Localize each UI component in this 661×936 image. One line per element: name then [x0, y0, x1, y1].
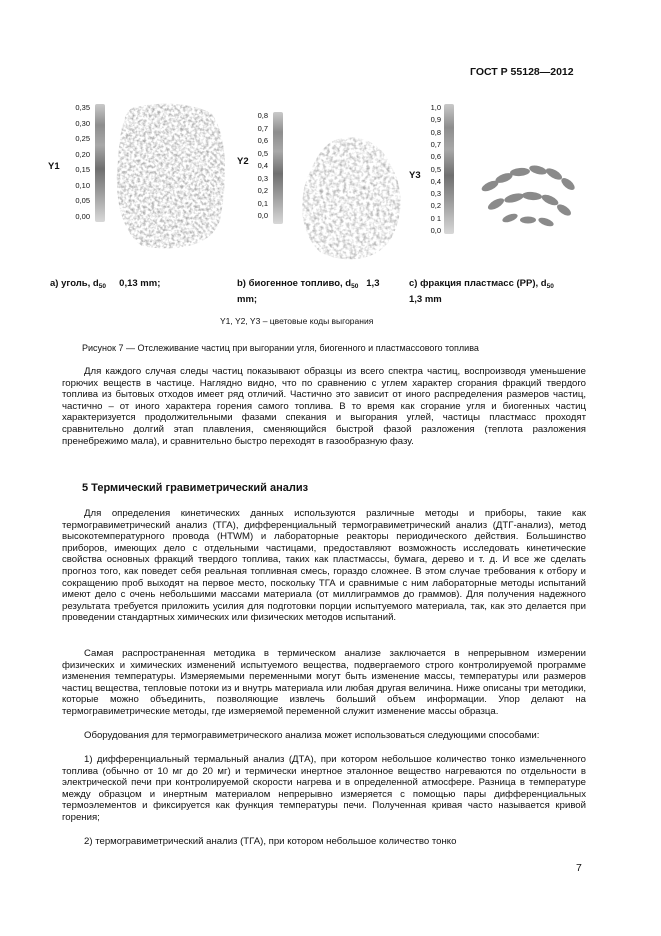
subcaption-c: с) фракция пластмасс (PP), $d_{50}$ 1,3 mm [409, 278, 554, 305]
colorbar [95, 104, 105, 222]
tick-label: 0,5 [257, 148, 268, 158]
tick-label: 0,9 [430, 115, 441, 125]
tick-label: 0,7 [430, 139, 441, 149]
colorbar-ticks [244, 112, 268, 227]
tick-label: 0,35 [75, 103, 90, 112]
tick-label: 0,7 [257, 123, 268, 133]
paragraph: Для каждого случая следы частиц показывают образцы из всего спектра частиц, воспроизводя уменьшение горючих веществ в частице. Наглядно видно, что по сравнению с углем характер сгорания фракций твердого топлива из бытовых отходов имеет ряд отличий. Частично это зависит от иного распределения размеров частиц, частично – от иного характера горения самого топлива. В то время как сгорание угля и биогенных частиц характеризуется продолжительными фазами спекания и выгорания углей, частицы пластмасс проходят сравнительно долгий этап плавления, сменяющийся быстрой фазой разложения (теплота разложения пренебрежимо мала), и сравнительно быстро переходят в газообразную фазу. [62, 366, 586, 447]
y-axis-label: Y1 [48, 161, 60, 172]
subcaption-a: а) уголь, $d_{50}$ 0,13 mm; [50, 278, 161, 290]
tick-label: 1,0 [430, 103, 441, 112]
figure-legend: Y1, Y2, Y3 – цветовые коды выгорания [220, 316, 374, 326]
particle-trace-image [290, 130, 410, 265]
list-item: 2) термогравиметрический анализ (ТГА), при котором небольшое количество тонко [84, 836, 457, 847]
tick-label: 0,2 [430, 201, 441, 211]
tick-label: 0,4 [257, 161, 268, 170]
particle-trace-image [470, 150, 585, 235]
tick-label: 0,3 [430, 189, 441, 199]
tick-label: 0,20 [75, 149, 90, 159]
tick-label: 0,00 [75, 211, 90, 221]
tick-label: 0,25 [75, 134, 90, 143]
tick-label: 0,6 [257, 136, 268, 145]
tick-label: 0,0 [257, 211, 268, 220]
section-heading: 5 Термический гравиметрический анализ [82, 482, 309, 494]
y-axis-label: Y2 [237, 156, 249, 167]
tick-label: 0,6 [430, 152, 441, 162]
paragraph: Оборудования для термогравиметрического анализа может использоваться следующими способами: [84, 730, 540, 741]
paragraph: Для определения кинетических данных используются различные методы и приборы, такие как термогравиметрический анализ (ТГА), дифференциальный термогравиметрический анализ (ДТГ-анализ), метод высокотемпературного провода (HTWM) и лабораторные реакторы периодического действия. Большинство приборов, имеющих дело с отдельными частицами, предоставляют возможность исследовать кинетические свойства основных фракций твердого топлива, таких как пластмассы, бумага, дерево и т. д. И все же сделать прогноз того, как поведет себя реальная топливная смесь, гораздо сложнее. В этом случае требования к отбору и сокращению проб выходят на первое место, поскольку ТГА и сравнимые с ним лабораторные методы испытаний имеют дело с очень небольшими массами материала (от миллиграммов до граммов). Для получения надежного результата требуется приложить усилия для подготовки порции испытуемого материала, так, как это делается при проведении стандартных химических или физических методов испытаний. [62, 508, 586, 624]
tick-label: 0,05 [75, 196, 90, 205]
tick-label: 0,4 [430, 176, 441, 186]
colorbar [273, 112, 283, 224]
tick-label: 0,30 [75, 118, 90, 128]
colorbar [444, 104, 454, 234]
tick-label: 0,3 [257, 173, 268, 183]
tick-label: 0 1 [430, 213, 441, 223]
particle-trace-image [112, 100, 232, 255]
colorbar-ticks [66, 104, 90, 219]
document-header: ГОСТ Р 55128—2012 [470, 66, 574, 78]
tick-label: 0,2 [257, 186, 268, 195]
paragraph: Самая распространенная методика в термическом анализе заключается в непрерывном измерении физических и химических изменений испытуемого вещества, подвергаемого строго контролируемой программе изменения температуры. Измеряемыми переменными могут быть изменение массы, температуры или размеров частиц вещества, тепловые потоки из и внутрь материала или любая другая величина. Ниже описаны три методики, которые можно объединить, позволяющие извлечь больший объем информации. Упор делают на термогравиметрические методы, где измеряемой переменной служит изменение массы образца. [62, 648, 586, 717]
tick-label: 0,1 [257, 198, 268, 208]
page-number: 7 [576, 862, 582, 874]
tick-label: 0,5 [430, 164, 441, 174]
colorbar-ticks [417, 103, 441, 235]
figure-caption: Рисунок 7 — Отслеживание частиц при выгорании угля, биогенного и пластмассового топлива [82, 343, 479, 353]
tick-label: 0,8 [430, 127, 441, 137]
subcaption-b: b) биогенное топливо, $d_{50}$ 1,3 mm; [237, 278, 380, 305]
tick-label: 0,8 [257, 111, 268, 120]
tick-label: 0,15 [75, 165, 90, 174]
list-item: 1) дифференциальный термальный анализ (ДТА), при котором небольшое количество тонко измельченного топлива (обычно от 10 мг до 20 мг) и термически инертное эталонное вещество нагреваются по отдельности в электрической печи при контролируемой скорости нагрева и в определенной атмосфере. Разница в температуре между образцом и инертным материалом непрерывно измеряется с помощью пары дифференциальных термоэлементов и фиксируется как функция температуры печи. Полученная кривая часто называется кривой горения; [62, 754, 586, 823]
y-axis-label: Y3 [409, 170, 421, 181]
tick-label: 0,0 [430, 226, 441, 235]
tick-label: 0,10 [75, 180, 90, 190]
